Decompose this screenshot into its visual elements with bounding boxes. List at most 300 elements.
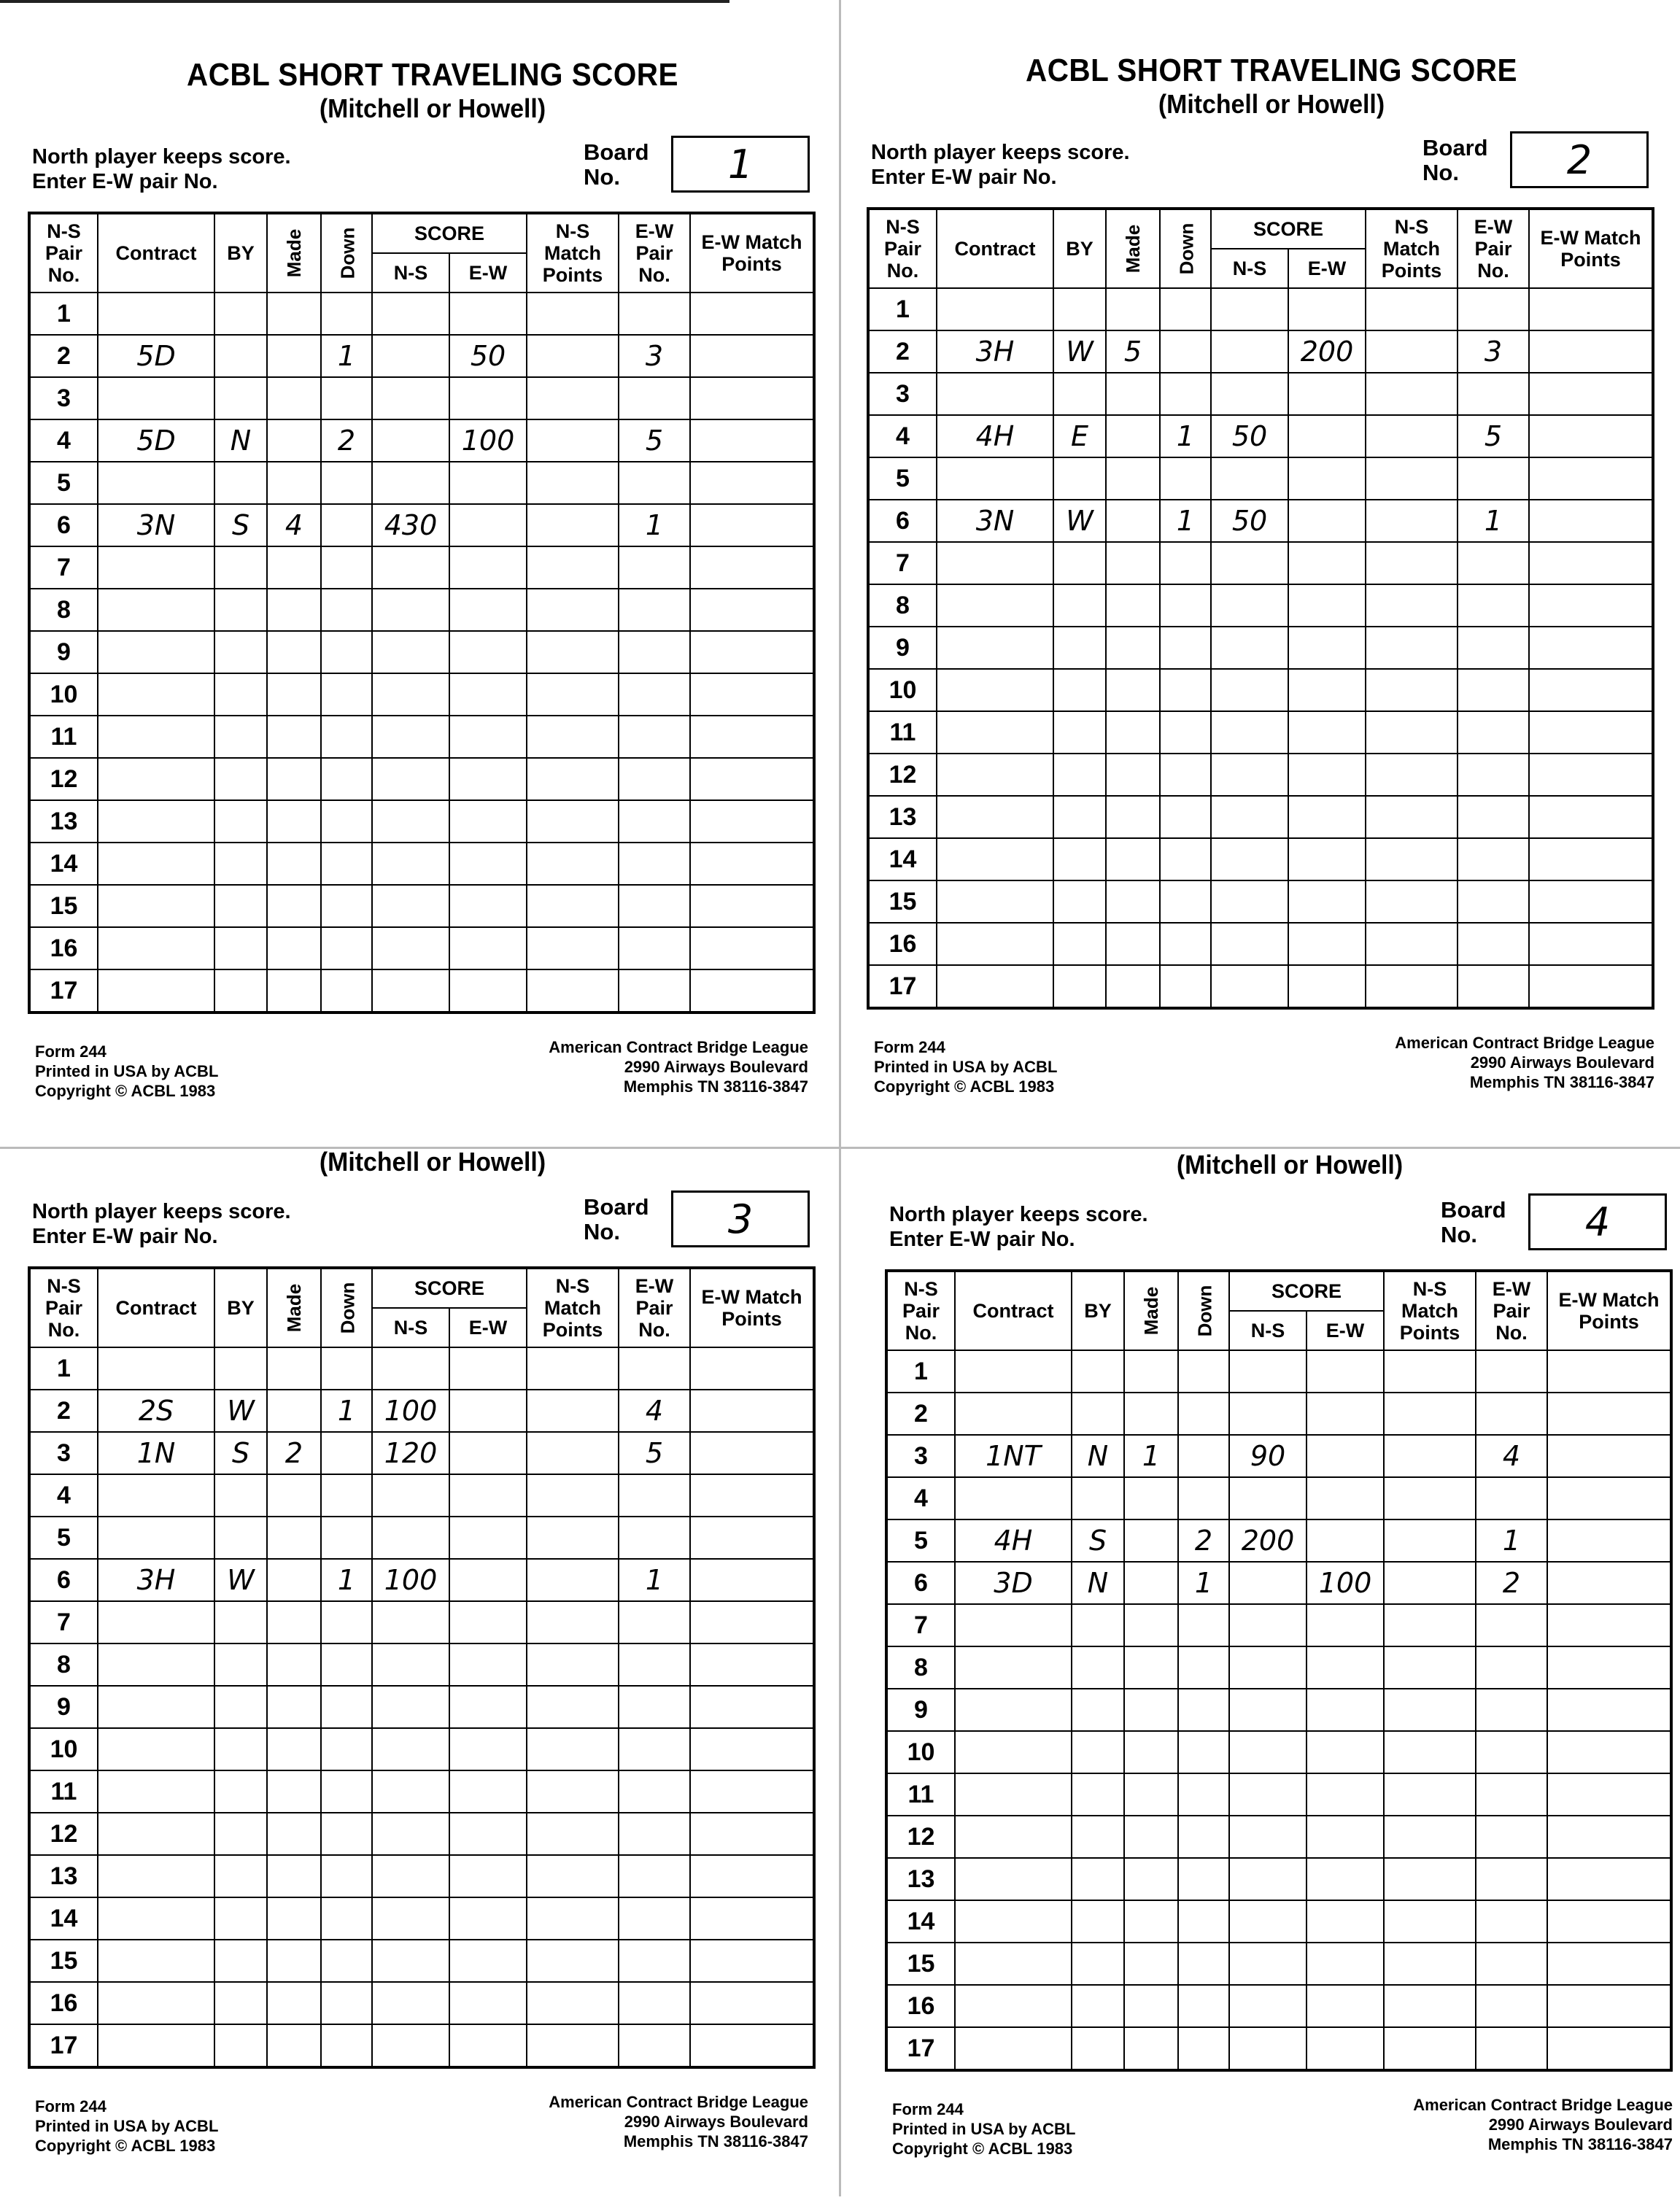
cell-made[interactable] <box>267 716 321 758</box>
cell-made[interactable] <box>1106 288 1160 330</box>
cell-contract[interactable]: 3H <box>937 330 1053 373</box>
cell-made[interactable] <box>267 1347 321 1390</box>
cell-ew-match-points[interactable] <box>690 504 814 546</box>
cell-made[interactable] <box>1106 838 1160 880</box>
cell-down[interactable] <box>321 673 372 716</box>
cell-by[interactable] <box>1072 1943 1124 1985</box>
cell-ew-match-points[interactable] <box>690 843 814 885</box>
cell-contract[interactable] <box>98 293 214 335</box>
cell-contract[interactable] <box>98 2024 214 2067</box>
cell-down[interactable] <box>321 1686 372 1728</box>
cell-score-ns[interactable] <box>1211 838 1288 880</box>
cell-by[interactable] <box>1072 1985 1124 2027</box>
cell-ew-match-points[interactable] <box>1529 500 1653 542</box>
cell-score-ns[interactable] <box>1229 1943 1307 1985</box>
cell-contract[interactable]: 5D <box>98 335 214 377</box>
cell-score-ew[interactable] <box>449 1559 527 1601</box>
cell-by[interactable] <box>214 1855 267 1897</box>
cell-score-ew[interactable] <box>449 1686 527 1728</box>
cell-contract[interactable]: 1N <box>98 1432 214 1474</box>
cell-score-ns[interactable] <box>372 1770 449 1813</box>
cell-contract[interactable] <box>98 1897 214 1940</box>
cell-by[interactable] <box>214 1897 267 1940</box>
cell-ew-pair[interactable] <box>619 1643 690 1686</box>
cell-contract[interactable] <box>937 457 1053 500</box>
cell-score-ns[interactable] <box>372 1347 449 1390</box>
cell-contract[interactable] <box>98 1855 214 1897</box>
cell-down[interactable] <box>321 377 372 419</box>
cell-ew-pair[interactable]: 3 <box>1458 330 1529 373</box>
cell-made[interactable] <box>267 546 321 589</box>
cell-ew-pair[interactable] <box>1476 1646 1547 1689</box>
cell-score-ns[interactable] <box>372 673 449 716</box>
cell-score-ew[interactable]: 200 <box>1288 330 1366 373</box>
cell-contract[interactable] <box>955 1858 1072 1900</box>
cell-ew-match-points[interactable] <box>1547 1477 1671 1519</box>
cell-made[interactable] <box>267 377 321 419</box>
cell-ns-match-points[interactable] <box>1366 288 1458 330</box>
cell-down[interactable]: 1 <box>321 1390 372 1432</box>
cell-ew-match-points[interactable] <box>690 758 814 800</box>
cell-ns-match-points[interactable] <box>527 2024 619 2067</box>
cell-made[interactable] <box>267 1517 321 1559</box>
cell-down[interactable]: 1 <box>321 335 372 377</box>
cell-ew-match-points[interactable] <box>1529 669 1653 711</box>
cell-by[interactable] <box>214 716 267 758</box>
cell-down[interactable] <box>1178 1646 1229 1689</box>
cell-ew-match-points[interactable] <box>1547 1604 1671 1646</box>
cell-ew-match-points[interactable] <box>1547 1985 1671 2027</box>
cell-by[interactable]: S <box>214 504 267 546</box>
cell-score-ns[interactable] <box>1211 288 1288 330</box>
cell-ns-match-points[interactable] <box>527 1390 619 1432</box>
cell-by[interactable] <box>214 673 267 716</box>
cell-score-ns[interactable]: 100 <box>372 1390 449 1432</box>
cell-ew-pair[interactable] <box>619 1728 690 1770</box>
cell-ew-pair[interactable] <box>619 800 690 843</box>
cell-contract[interactable] <box>955 1689 1072 1731</box>
cell-ew-match-points[interactable] <box>690 1347 814 1390</box>
cell-made[interactable] <box>267 1686 321 1728</box>
cell-contract[interactable]: 2S <box>98 1390 214 1432</box>
cell-ew-match-points[interactable] <box>690 1432 814 1474</box>
cell-made[interactable] <box>267 462 321 504</box>
cell-ns-match-points[interactable] <box>527 927 619 969</box>
cell-score-ew[interactable] <box>449 589 527 631</box>
cell-score-ns[interactable] <box>372 1601 449 1643</box>
cell-score-ns[interactable] <box>372 335 449 377</box>
cell-ns-match-points[interactable] <box>1366 669 1458 711</box>
cell-ew-match-points[interactable] <box>1547 1900 1671 1943</box>
cell-ew-match-points[interactable] <box>690 419 814 462</box>
cell-ew-match-points[interactable] <box>690 1390 814 1432</box>
cell-score-ns[interactable] <box>1211 330 1288 373</box>
cell-ew-match-points[interactable] <box>1547 1435 1671 1477</box>
cell-score-ns[interactable] <box>372 546 449 589</box>
cell-ns-match-points[interactable] <box>527 1940 619 1982</box>
cell-ns-match-points[interactable] <box>1366 711 1458 754</box>
cell-score-ew[interactable] <box>1307 1900 1384 1943</box>
cell-ew-match-points[interactable] <box>1529 711 1653 754</box>
cell-ew-pair[interactable] <box>619 1770 690 1813</box>
cell-score-ns[interactable] <box>372 1940 449 1982</box>
cell-ew-match-points[interactable] <box>690 969 814 1013</box>
cell-ew-pair[interactable] <box>619 1601 690 1643</box>
cell-made[interactable] <box>1124 1858 1178 1900</box>
cell-by[interactable] <box>214 546 267 589</box>
cell-by[interactable] <box>1053 373 1106 415</box>
cell-by[interactable] <box>1053 965 1106 1008</box>
cell-ew-pair[interactable]: 5 <box>619 1432 690 1474</box>
cell-contract[interactable]: 3N <box>937 500 1053 542</box>
cell-by[interactable]: E <box>1053 415 1106 457</box>
cell-down[interactable] <box>321 1728 372 1770</box>
cell-contract[interactable] <box>955 1477 1072 1519</box>
cell-down[interactable] <box>1160 627 1211 669</box>
cell-made[interactable] <box>267 758 321 800</box>
cell-ew-pair[interactable] <box>1476 1900 1547 1943</box>
cell-score-ew[interactable] <box>1288 500 1366 542</box>
cell-made[interactable] <box>1124 1393 1178 1435</box>
cell-ns-match-points[interactable] <box>1366 880 1458 923</box>
cell-contract[interactable] <box>955 1985 1072 2027</box>
cell-contract[interactable] <box>955 1773 1072 1816</box>
cell-contract[interactable] <box>937 754 1053 796</box>
cell-ew-pair[interactable] <box>1458 669 1529 711</box>
cell-ew-match-points[interactable] <box>1529 457 1653 500</box>
cell-score-ew[interactable] <box>1288 754 1366 796</box>
cell-made[interactable] <box>1106 457 1160 500</box>
cell-down[interactable] <box>321 1517 372 1559</box>
cell-down[interactable]: 2 <box>321 419 372 462</box>
cell-by[interactable] <box>214 631 267 673</box>
cell-score-ew[interactable] <box>1288 627 1366 669</box>
cell-by[interactable] <box>214 758 267 800</box>
cell-ew-pair[interactable] <box>1458 542 1529 584</box>
cell-ns-match-points[interactable] <box>1366 923 1458 965</box>
cell-ew-match-points[interactable] <box>690 1728 814 1770</box>
cell-contract[interactable] <box>98 969 214 1013</box>
cell-contract[interactable] <box>937 627 1053 669</box>
cell-score-ew[interactable] <box>449 462 527 504</box>
cell-contract[interactable] <box>955 1646 1072 1689</box>
cell-score-ew[interactable] <box>1307 1477 1384 1519</box>
cell-score-ns[interactable] <box>372 800 449 843</box>
cell-down[interactable] <box>321 462 372 504</box>
cell-score-ew[interactable] <box>1307 1731 1384 1773</box>
cell-down[interactable]: 1 <box>1178 1562 1229 1604</box>
cell-score-ew[interactable]: 50 <box>449 335 527 377</box>
cell-score-ew[interactable] <box>449 1982 527 2024</box>
cell-ns-match-points[interactable] <box>527 673 619 716</box>
cell-down[interactable] <box>1160 796 1211 838</box>
cell-score-ew[interactable] <box>449 1770 527 1813</box>
cell-by[interactable] <box>214 800 267 843</box>
cell-score-ew[interactable] <box>1307 1519 1384 1562</box>
cell-score-ew[interactable] <box>449 1601 527 1643</box>
cell-contract[interactable] <box>98 1643 214 1686</box>
cell-ns-match-points[interactable] <box>527 589 619 631</box>
cell-down[interactable] <box>321 1855 372 1897</box>
cell-ew-pair[interactable]: 4 <box>1476 1435 1547 1477</box>
cell-ew-pair[interactable] <box>619 1347 690 1390</box>
cell-down[interactable] <box>321 927 372 969</box>
cell-by[interactable] <box>1072 1858 1124 1900</box>
cell-score-ew[interactable]: 100 <box>449 419 527 462</box>
cell-ew-match-points[interactable] <box>690 1813 814 1855</box>
cell-score-ns[interactable] <box>1211 457 1288 500</box>
cell-score-ns[interactable] <box>372 631 449 673</box>
cell-made[interactable] <box>1106 754 1160 796</box>
cell-made[interactable] <box>1124 1350 1178 1393</box>
cell-ns-match-points[interactable] <box>1366 965 1458 1008</box>
cell-made[interactable] <box>1106 796 1160 838</box>
cell-ns-match-points[interactable] <box>1366 838 1458 880</box>
cell-score-ns[interactable] <box>372 2024 449 2067</box>
cell-score-ew[interactable] <box>1307 1689 1384 1731</box>
cell-score-ns[interactable] <box>372 843 449 885</box>
cell-score-ns[interactable] <box>1229 1393 1307 1435</box>
cell-by[interactable] <box>1053 542 1106 584</box>
cell-by[interactable] <box>214 335 267 377</box>
cell-ew-pair[interactable] <box>619 673 690 716</box>
cell-made[interactable] <box>267 2024 321 2067</box>
cell-ns-match-points[interactable] <box>527 1770 619 1813</box>
cell-down[interactable] <box>1178 1858 1229 1900</box>
cell-by[interactable] <box>1072 1393 1124 1435</box>
cell-ns-match-points[interactable] <box>1384 1477 1476 1519</box>
cell-down[interactable] <box>1160 669 1211 711</box>
cell-score-ew[interactable] <box>1307 1646 1384 1689</box>
cell-by[interactable] <box>214 1982 267 2024</box>
cell-made[interactable] <box>1124 1689 1178 1731</box>
cell-ew-match-points[interactable] <box>1529 373 1653 415</box>
cell-down[interactable] <box>321 589 372 631</box>
cell-score-ns[interactable] <box>1229 1816 1307 1858</box>
cell-down[interactable]: 1 <box>1160 500 1211 542</box>
cell-ew-pair[interactable]: 5 <box>1458 415 1529 457</box>
cell-down[interactable] <box>321 1474 372 1517</box>
cell-score-ew[interactable] <box>1288 288 1366 330</box>
cell-score-ew[interactable] <box>1307 1350 1384 1393</box>
cell-by[interactable]: S <box>214 1432 267 1474</box>
cell-ew-pair[interactable] <box>619 377 690 419</box>
cell-down[interactable] <box>321 800 372 843</box>
cell-ew-match-points[interactable] <box>690 1601 814 1643</box>
cell-ns-match-points[interactable] <box>1384 1900 1476 1943</box>
cell-ns-match-points[interactable] <box>1384 1731 1476 1773</box>
cell-score-ns[interactable] <box>1229 1604 1307 1646</box>
cell-ew-pair[interactable] <box>619 631 690 673</box>
cell-ns-match-points[interactable] <box>527 843 619 885</box>
cell-score-ns[interactable] <box>372 758 449 800</box>
cell-ew-match-points[interactable] <box>690 800 814 843</box>
cell-down[interactable]: 2 <box>1178 1519 1229 1562</box>
cell-made[interactable] <box>1106 415 1160 457</box>
cell-score-ew[interactable] <box>449 843 527 885</box>
cell-contract[interactable] <box>98 1982 214 2024</box>
cell-ew-pair[interactable] <box>619 1897 690 1940</box>
cell-made[interactable] <box>267 800 321 843</box>
cell-ew-match-points[interactable] <box>1529 627 1653 669</box>
cell-by[interactable]: W <box>214 1559 267 1601</box>
cell-score-ew[interactable] <box>449 716 527 758</box>
cell-by[interactable]: W <box>1053 500 1106 542</box>
cell-by[interactable] <box>1053 288 1106 330</box>
cell-score-ns[interactable] <box>1229 1646 1307 1689</box>
cell-by[interactable]: N <box>1072 1435 1124 1477</box>
cell-ew-match-points[interactable] <box>690 293 814 335</box>
cell-score-ns[interactable] <box>372 589 449 631</box>
cell-ns-match-points[interactable] <box>1366 542 1458 584</box>
cell-contract[interactable] <box>955 1900 1072 1943</box>
cell-contract[interactable] <box>937 584 1053 627</box>
cell-down[interactable] <box>321 1770 372 1813</box>
cell-ew-match-points[interactable] <box>1547 1393 1671 1435</box>
cell-ew-pair[interactable] <box>1458 796 1529 838</box>
cell-ew-match-points[interactable] <box>1529 754 1653 796</box>
cell-ns-match-points[interactable] <box>527 1728 619 1770</box>
cell-score-ew[interactable] <box>1288 415 1366 457</box>
cell-score-ns[interactable] <box>1211 373 1288 415</box>
cell-made[interactable] <box>1106 373 1160 415</box>
cell-ew-match-points[interactable] <box>690 1559 814 1601</box>
cell-by[interactable]: W <box>214 1390 267 1432</box>
cell-made[interactable] <box>267 1855 321 1897</box>
cell-down[interactable] <box>1178 2027 1229 2070</box>
cell-score-ew[interactable] <box>449 546 527 589</box>
cell-ns-match-points[interactable] <box>1366 330 1458 373</box>
cell-contract[interactable] <box>937 923 1053 965</box>
cell-made[interactable] <box>267 843 321 885</box>
cell-ew-pair[interactable] <box>1458 584 1529 627</box>
cell-made[interactable] <box>1124 1731 1178 1773</box>
cell-contract[interactable]: 4H <box>955 1519 1072 1562</box>
cell-ns-match-points[interactable] <box>1384 1562 1476 1604</box>
cell-contract[interactable] <box>937 669 1053 711</box>
cell-ew-pair[interactable] <box>619 1813 690 1855</box>
cell-by[interactable] <box>1053 627 1106 669</box>
cell-ns-match-points[interactable] <box>527 716 619 758</box>
cell-ns-match-points[interactable] <box>527 1643 619 1686</box>
cell-down[interactable] <box>1160 754 1211 796</box>
cell-down[interactable] <box>1160 288 1211 330</box>
cell-down[interactable] <box>1178 1435 1229 1477</box>
cell-ns-match-points[interactable] <box>527 1559 619 1601</box>
cell-score-ns[interactable]: 200 <box>1229 1519 1307 1562</box>
cell-ew-match-points[interactable] <box>690 673 814 716</box>
cell-ew-match-points[interactable] <box>690 1855 814 1897</box>
cell-ew-pair[interactable] <box>1476 1858 1547 1900</box>
cell-score-ew[interactable] <box>1288 669 1366 711</box>
cell-ns-match-points[interactable] <box>527 800 619 843</box>
cell-down[interactable] <box>321 1897 372 1940</box>
cell-score-ns[interactable] <box>1229 2027 1307 2070</box>
cell-score-ew[interactable] <box>449 1347 527 1390</box>
cell-down[interactable]: 1 <box>321 1559 372 1601</box>
cell-ew-match-points[interactable] <box>1529 965 1653 1008</box>
cell-ew-match-points[interactable] <box>690 716 814 758</box>
cell-down[interactable] <box>1178 1731 1229 1773</box>
cell-score-ew[interactable] <box>449 1474 527 1517</box>
cell-down[interactable] <box>1178 1689 1229 1731</box>
cell-score-ew[interactable] <box>449 758 527 800</box>
cell-ew-pair[interactable] <box>619 716 690 758</box>
cell-made[interactable] <box>267 1601 321 1643</box>
cell-contract[interactable] <box>98 1517 214 1559</box>
cell-ns-match-points[interactable] <box>1366 754 1458 796</box>
cell-contract[interactable] <box>98 673 214 716</box>
cell-score-ew[interactable] <box>1288 838 1366 880</box>
cell-score-ns[interactable] <box>1211 711 1288 754</box>
cell-score-ew[interactable] <box>449 969 527 1013</box>
cell-made[interactable] <box>1124 1562 1178 1604</box>
cell-made[interactable] <box>267 1474 321 1517</box>
cell-ns-match-points[interactable] <box>1384 1350 1476 1393</box>
cell-ew-pair[interactable] <box>619 2024 690 2067</box>
cell-score-ew[interactable] <box>1307 2027 1384 2070</box>
cell-contract[interactable] <box>98 885 214 927</box>
cell-ew-pair[interactable] <box>619 293 690 335</box>
cell-score-ew[interactable] <box>449 927 527 969</box>
cell-score-ns[interactable] <box>372 1474 449 1517</box>
cell-score-ew[interactable] <box>1288 373 1366 415</box>
cell-ew-pair[interactable] <box>619 1940 690 1982</box>
cell-by[interactable] <box>214 927 267 969</box>
cell-down[interactable] <box>321 631 372 673</box>
cell-ns-match-points[interactable] <box>527 1686 619 1728</box>
cell-contract[interactable] <box>955 1731 1072 1773</box>
cell-ew-match-points[interactable] <box>690 2024 814 2067</box>
cell-down[interactable] <box>321 716 372 758</box>
cell-score-ew[interactable] <box>449 631 527 673</box>
cell-score-ns[interactable] <box>1229 1350 1307 1393</box>
cell-made[interactable] <box>267 969 321 1013</box>
cell-contract[interactable] <box>98 927 214 969</box>
cell-contract[interactable] <box>937 965 1053 1008</box>
cell-by[interactable] <box>1053 669 1106 711</box>
cell-ew-pair[interactable] <box>1476 1604 1547 1646</box>
cell-ew-match-points[interactable] <box>1547 2027 1671 2070</box>
cell-ns-match-points[interactable] <box>1366 373 1458 415</box>
cell-score-ns[interactable]: 50 <box>1211 500 1288 542</box>
cell-contract[interactable]: 1NT <box>955 1435 1072 1477</box>
cell-ew-pair[interactable] <box>1476 2027 1547 2070</box>
cell-score-ns[interactable]: 120 <box>372 1432 449 1474</box>
cell-made[interactable] <box>1124 1477 1178 1519</box>
cell-ew-pair[interactable] <box>619 927 690 969</box>
cell-made[interactable] <box>267 1728 321 1770</box>
cell-ew-pair[interactable] <box>1476 1689 1547 1731</box>
cell-made[interactable] <box>1124 1773 1178 1816</box>
cell-ew-pair[interactable] <box>619 462 690 504</box>
cell-score-ew[interactable] <box>449 1940 527 1982</box>
cell-score-ns[interactable] <box>372 1813 449 1855</box>
cell-score-ns[interactable] <box>1229 1731 1307 1773</box>
cell-made[interactable] <box>267 885 321 927</box>
cell-ew-pair[interactable] <box>619 1686 690 1728</box>
cell-contract[interactable] <box>955 2027 1072 2070</box>
cell-down[interactable] <box>1178 1773 1229 1816</box>
cell-made[interactable] <box>267 1940 321 1982</box>
cell-made[interactable] <box>267 1559 321 1601</box>
cell-by[interactable] <box>1053 584 1106 627</box>
cell-ew-match-points[interactable] <box>1547 1816 1671 1858</box>
cell-down[interactable] <box>321 1643 372 1686</box>
cell-score-ew[interactable] <box>1288 880 1366 923</box>
cell-ns-match-points[interactable] <box>527 1517 619 1559</box>
cell-down[interactable] <box>1178 1350 1229 1393</box>
